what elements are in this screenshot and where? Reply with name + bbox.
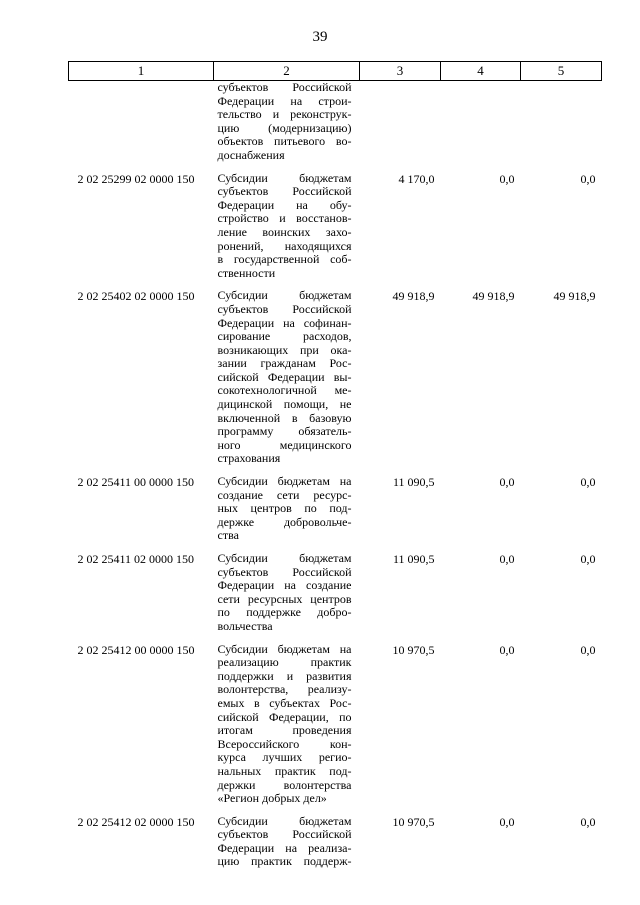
budget-code-cell: 2 02 25299 02 0000 150 [77, 171, 195, 186]
budget-code-cell [69, 81, 214, 172]
income-name-line: сийской Федерации, по [217, 709, 352, 724]
income-name-line: стройство и восстанов- [217, 211, 352, 226]
table-row [69, 81, 602, 172]
income-name-line: в государственной соб- [217, 252, 352, 267]
table-row [69, 815, 602, 878]
income-name-line: Субсидии бюджетам [217, 170, 352, 185]
column-header-5: 5 [521, 62, 602, 81]
amount-cell-col3: 11 090,5 [392, 552, 435, 566]
income-name-line: ных центров по под- [217, 501, 352, 516]
amount-cell-col3: 4 170,0 [398, 171, 435, 186]
table-row [69, 289, 602, 475]
amount-cell-col4: 0,0 [499, 171, 515, 186]
income-name-line: цию практик поддерж- [217, 854, 352, 869]
income-name-cell [214, 475, 360, 552]
income-name-line: держке добровольче- [217, 514, 352, 529]
table-row [69, 172, 602, 290]
income-name-line: доснабжения [217, 147, 285, 162]
income-name-line: Федерации на строи- [217, 93, 352, 108]
income-name-line: субъектов Российской [217, 184, 352, 199]
amount-cell-col3: 10 970,5 [392, 814, 435, 829]
income-name-line: субъектов Российской [217, 827, 352, 842]
income-name-line: Федерации на софинан- [217, 315, 352, 330]
income-name-line: итогам проведения [217, 723, 352, 738]
income-name-cell [214, 81, 360, 172]
amount-cell-col4: 0,0 [499, 552, 515, 566]
budget-table [68, 61, 602, 878]
column-header-1: 1 [69, 62, 214, 81]
income-name-line: субъектов Российской [217, 564, 352, 579]
amount-cell-col3: 49 918,9 [392, 289, 435, 304]
table-row [69, 643, 602, 815]
income-name-line: поддержки и развития [217, 668, 352, 683]
income-name-line: ства [217, 528, 239, 543]
income-name-cell [214, 815, 360, 878]
budget-code-cell: 2 02 25412 00 0000 150 [77, 642, 195, 657]
income-name-cell [214, 289, 360, 475]
column-header-3: 3 [360, 62, 441, 81]
income-name-line: Субсидии бюджетам [217, 813, 352, 828]
column-header-2: 2 [214, 62, 360, 81]
income-name-line: курса лучших регио- [217, 750, 352, 765]
income-name-line: дицинской помощи, не [217, 397, 352, 412]
income-name-line: реализацию практик [217, 655, 352, 670]
income-name-line: Всероссийского кон- [217, 736, 352, 751]
income-name-line: зании гражданам Рос- [217, 356, 352, 371]
amount-cell-col4 [441, 81, 521, 172]
income-name-line: емых в субъектах Рос- [217, 695, 352, 710]
income-name-line: создание сети ресурс- [217, 487, 352, 502]
income-name-line: ление воинских захо- [217, 224, 352, 239]
amount-cell-col3: 11 090,5 [392, 475, 435, 490]
amount-cell-col5: 0,0 [580, 642, 596, 657]
amount-cell-col5: 0,0 [580, 171, 596, 186]
income-name-line: субъектов Российской [217, 80, 352, 94]
income-name-line: ронений, находящихся [217, 238, 352, 253]
budget-code-cell: 2 02 25402 02 0000 150 [77, 289, 195, 304]
income-name-line: по поддержке добро- [217, 605, 352, 620]
income-name-line: программу обязатель- [217, 424, 352, 439]
income-name-line: страхования [217, 451, 281, 466]
income-name-line: ственности [217, 265, 276, 280]
income-name-cell [214, 552, 360, 643]
amount-cell-col3 [360, 81, 441, 172]
income-name-line: «Регион добрых дел» [217, 791, 327, 806]
income-name-cell [214, 172, 360, 290]
amount-cell-col3: 10 970,5 [392, 642, 435, 657]
income-name-line: цию (модернизацию) [217, 120, 352, 135]
table-body [69, 81, 602, 879]
income-name-line: вольчества [217, 618, 273, 633]
income-name-line: волонтерства, реализу- [217, 682, 352, 697]
income-name-line: объектов питьевого во- [217, 134, 352, 149]
amount-cell-col5 [521, 81, 602, 172]
income-name-line: субъектов Российской [217, 301, 352, 316]
table-row [69, 475, 602, 552]
amount-cell-col5: 0,0 [580, 475, 596, 490]
amount-cell-col5: 49 918,9 [553, 289, 596, 304]
amount-cell-col4: 0,0 [499, 642, 515, 657]
income-name-line: Федерации на создание [217, 578, 352, 593]
budget-code-cell: 2 02 25412 02 0000 150 [77, 814, 195, 829]
income-name-line: Субсидии бюджетам [217, 288, 352, 303]
amount-cell-col4: 49 918,9 [472, 289, 515, 304]
amount-cell-col4: 0,0 [499, 814, 515, 829]
budget-code-cell: 2 02 25411 00 0000 150 [77, 475, 195, 490]
income-name-line: включенной в базовую [217, 410, 352, 425]
amount-cell-col5: 0,0 [580, 552, 596, 566]
income-name-line: сирование расходов, [217, 329, 352, 344]
income-name-line: возникающих при ока- [217, 342, 352, 357]
table-row [69, 552, 602, 643]
income-name-line: тельство и реконструк- [217, 107, 352, 122]
income-name-line: сийской Федерации вы- [217, 369, 352, 384]
budget-code-cell: 2 02 25411 02 0000 150 [77, 552, 195, 566]
page-number: 39 [312, 29, 328, 45]
table-header-row [69, 62, 602, 81]
income-name-line: сети ресурсных центров [217, 591, 352, 606]
amount-cell-col4: 0,0 [499, 475, 515, 490]
income-name-line: Федерации на реализа- [217, 840, 352, 855]
amount-cell-col5: 0,0 [580, 814, 596, 829]
income-name-line: Субсидии бюджетам на [217, 474, 352, 489]
income-name-line: Субсидии бюджетам [217, 551, 352, 565]
income-name-line: ного медицинского [217, 437, 352, 452]
income-name-line: Субсидии бюджетам на [217, 641, 352, 656]
income-name-line: сокотехнологичной ме- [217, 383, 352, 398]
income-name-cell [214, 643, 360, 815]
income-name-line: нальных практик под- [217, 763, 352, 778]
income-name-line: держки волонтерства [217, 777, 352, 792]
column-header-4: 4 [441, 62, 521, 81]
income-name-line: Федерации на обу- [217, 197, 352, 212]
